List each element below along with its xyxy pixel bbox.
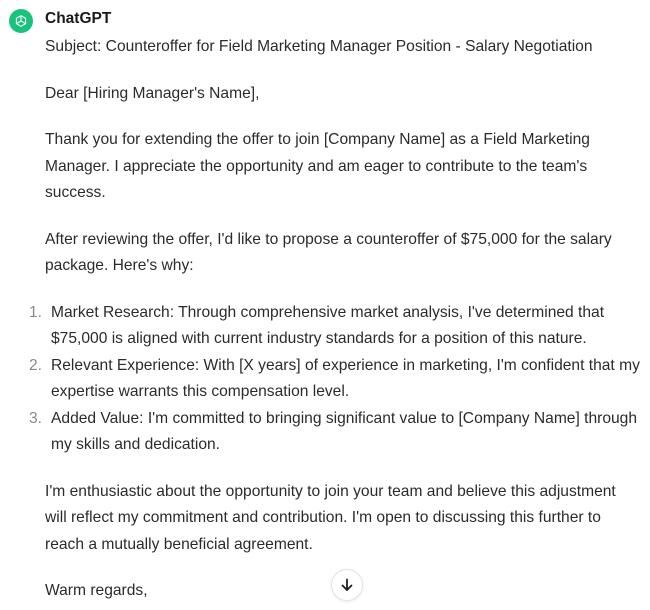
chatgpt-avatar bbox=[9, 9, 33, 33]
email-intro-paragraph: Thank you for extending the offer to join [Company Name] as a Field Marketing Manager. I appreciate the opportunity and am eager to contribute to the team's success. bbox=[45, 131, 590, 201]
list-item-text: Relevant Experience: With [X years] of experience in marketing, I'm confident that my expertise warrants this compensation level. bbox=[51, 356, 640, 400]
reasons-list bbox=[5, 300, 640, 459]
email-signoff: Warm regards, bbox=[45, 582, 148, 599]
list-item-number: 3. bbox=[29, 409, 43, 427]
scroll-to-bottom-button[interactable] bbox=[331, 569, 363, 601]
list-item bbox=[5, 406, 640, 459]
list-item bbox=[5, 300, 640, 353]
email-greeting: Dear [Hiring Manager's Name], bbox=[45, 84, 260, 102]
list-item-number: 2. bbox=[29, 356, 43, 374]
arrow-down-icon bbox=[339, 577, 355, 593]
email-proposal-paragraph: After reviewing the offer, I'd like to propose a counteroffer of $75,000 for the salary package. Here's why: bbox=[45, 230, 612, 274]
list-item-text: Added Value: I'm committed to bringing significant value to [Company Name] through my skills and dedication. bbox=[51, 409, 638, 453]
email-subject: Subject: Counteroffer for Field Marketing Manager Position - Salary Negotiation bbox=[45, 38, 593, 55]
message-author: ChatGPT bbox=[45, 10, 112, 27]
list-item-text: Market Research: Through comprehensive market analysis, I've determined that $75,000 is aligned with current industry standards for a position of this nature. bbox=[51, 303, 605, 347]
email-closing-paragraph: I'm enthusiastic about the opportunity to join your team and believe this adjustment will reflect my commitment and contribution. I'm open to discussing this further to reach a mutually beneficial agreement. bbox=[45, 482, 616, 553]
message-content bbox=[29, 34, 640, 605]
list-item-number: 1. bbox=[29, 303, 43, 321]
openai-logo-icon bbox=[13, 13, 29, 29]
list-item bbox=[5, 353, 640, 406]
